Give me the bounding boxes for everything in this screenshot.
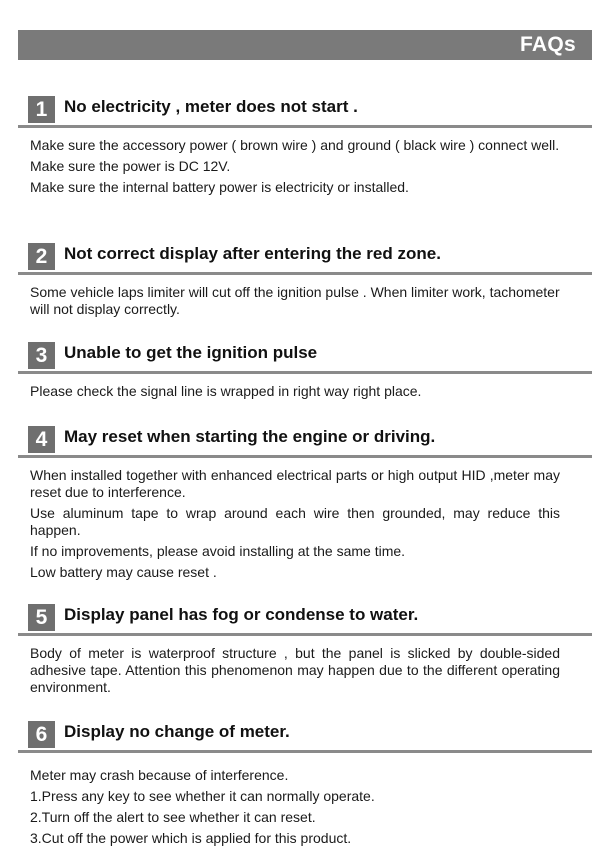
faq-section-3 (0, 340, 610, 404)
body-line: Make sure the accessory power ( brown wire ) and ground ( black wire ) connect well. (30, 137, 560, 153)
faq-section-4 (0, 424, 610, 585)
section-body (0, 374, 560, 400)
section-divider (18, 272, 592, 275)
section-header (0, 340, 610, 374)
section-body (0, 636, 560, 696)
section-title: Not correct display after entering the red zone. (64, 244, 441, 263)
section-body (0, 458, 560, 581)
section-divider (18, 125, 592, 128)
section-title: No electricity , meter does not start . (64, 97, 358, 116)
section-header (0, 94, 610, 128)
section-number: 2 (28, 243, 55, 270)
section-body (0, 753, 560, 847)
section-header (0, 602, 610, 636)
faq-section-1 (0, 94, 610, 200)
section-divider (18, 371, 592, 374)
section-body (0, 275, 560, 318)
body-line: Please check the signal line is wrapped in right way right place. (30, 383, 422, 399)
body-line: When installed together with enhanced electrical parts or high output HID ,meter may reset due to interference. (30, 467, 560, 500)
faq-section-5 (0, 602, 610, 700)
section-number: 1 (28, 96, 55, 123)
body-line: 2.Turn off the alert to see whether it can reset. (30, 809, 316, 825)
body-line: 1.Press any key to see whether it can normally operate. (30, 788, 375, 804)
section-title: Unable to get the ignition pulse (64, 343, 318, 362)
body-line: Use aluminum tape to wrap around each wire then grounded, may reduce this happen. (30, 505, 560, 538)
section-header (0, 719, 610, 753)
body-line: 3.Cut off the power which is applied for this product. (30, 830, 352, 846)
section-header (0, 424, 610, 458)
body-line: Make sure the power is DC 12V. (30, 158, 231, 174)
body-line: Low battery may cause reset . (30, 564, 217, 580)
section-header (0, 241, 610, 275)
section-divider (18, 633, 592, 636)
section-title: May reset when starting the engine or driving. (64, 427, 436, 446)
faq-section-2 (0, 241, 610, 322)
body-line: Body of meter is waterproof structure , but the panel is slicked by double-sided adhesive tape. Attention this phenomenon may happen due to the different operating environment. (30, 645, 560, 695)
page-title: FAQs (519, 33, 576, 56)
section-divider (18, 455, 592, 458)
body-line: If no improvements, please avoid installing at the same time. (30, 543, 406, 559)
section-number: 6 (28, 721, 55, 748)
body-line: Meter may crash because of interference. (30, 767, 289, 783)
body-line: Some vehicle laps limiter will cut off the ignition pulse . When limiter work, tachometer will not display correctly. (30, 284, 560, 317)
section-number: 4 (28, 426, 55, 453)
header-banner (18, 30, 592, 60)
body-line: Make sure the internal battery power is electricity or installed. (30, 179, 409, 195)
section-body (0, 128, 560, 196)
section-title: Display no change of meter. (64, 722, 290, 741)
faq-section-6 (0, 719, 610, 851)
section-number: 5 (28, 604, 55, 631)
section-title: Display panel has fog or condense to water. (64, 605, 419, 624)
section-number: 3 (28, 342, 55, 369)
section-divider (18, 750, 592, 753)
